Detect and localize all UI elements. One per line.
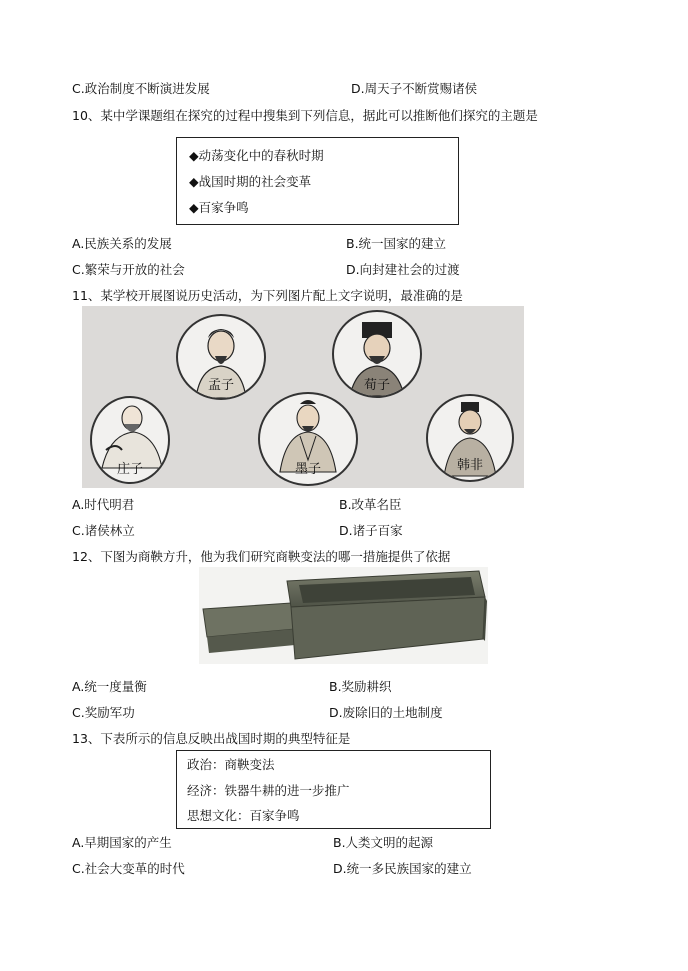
portrait-hanfei [426, 394, 514, 482]
q12-option-c: C.奖励军功 [72, 705, 135, 720]
q11-option-a: A.时代明君 [72, 497, 135, 512]
q10-stem: 10、某中学课题组在探究的过程中搜集到下列信息，据此可以推断他们探究的主题是 [72, 108, 538, 123]
q13-info-item: 政治：商鞅变法 [187, 757, 275, 772]
shang-yang-square-sheng-image [199, 567, 488, 664]
q13-option-d: D.统一多民族国家的建立 [333, 861, 472, 876]
q13-option-b: B.人类文明的起源 [333, 835, 434, 850]
q10-option-c: C.繁荣与开放的社会 [72, 262, 185, 277]
q13-stem: 13、下表所示的信息反映出战国时期的典型特征是 [72, 731, 351, 746]
portrait-caption: 孟子 [207, 378, 234, 393]
q12-option-b: B.奖励耕织 [329, 679, 392, 694]
q13-info-table [176, 750, 491, 829]
q11-option-c: C.诸侯林立 [72, 523, 135, 538]
q12-option-d: D.废除旧的土地制度 [329, 705, 443, 720]
q10-info-item: ◆动荡变化中的春秋时期 [189, 148, 324, 163]
q10-info-item: ◆百家争鸣 [189, 200, 249, 215]
q10-option-b: B.统一国家的建立 [346, 236, 447, 251]
philosophers-portrait-image [82, 306, 524, 488]
portrait-caption: 韩非 [456, 458, 483, 473]
q13-option-c: C.社会大变革的时代 [72, 861, 185, 876]
portrait-mencius [176, 314, 266, 400]
q12-stem: 12、下图为商鞅方升，他为我们研究商鞅变法的哪一措施提供了依据 [72, 549, 451, 564]
portrait-zhuangzi [90, 396, 170, 484]
q10-option-d: D.向封建社会的过渡 [346, 262, 460, 277]
q10-info-item: ◆战国时期的社会变革 [189, 174, 312, 189]
q11-option-b: B.改革名臣 [339, 497, 402, 512]
portrait-caption: 庄子 [116, 462, 143, 477]
portrait-mozi [258, 392, 358, 486]
portrait-caption: 荀子 [363, 378, 390, 393]
q13-info-item: 思想文化：百家争鸣 [187, 808, 300, 823]
q13-info-item: 经济：铁器牛耕的进一步推广 [187, 783, 350, 798]
q10-option-a: A.民族关系的发展 [72, 236, 172, 251]
portrait-caption: 墨子 [294, 462, 321, 477]
q11-stem: 11、某学校开展图说历史活动，为下列图片配上文字说明，最准确的是 [72, 288, 463, 303]
q12-option-a: A.统一度量衡 [72, 679, 147, 694]
q9-option-c: C.政治制度不断演进发展 [72, 81, 210, 96]
q11-option-d: D.诸子百家 [339, 523, 403, 538]
q10-info-box [176, 137, 459, 225]
portrait-xunzi [332, 310, 422, 398]
q13-option-a: A.早期国家的产生 [72, 835, 172, 850]
q9-option-d: D.周天子不断赏赐诸侯 [351, 81, 478, 96]
bronze-vessel-icon [199, 567, 488, 664]
